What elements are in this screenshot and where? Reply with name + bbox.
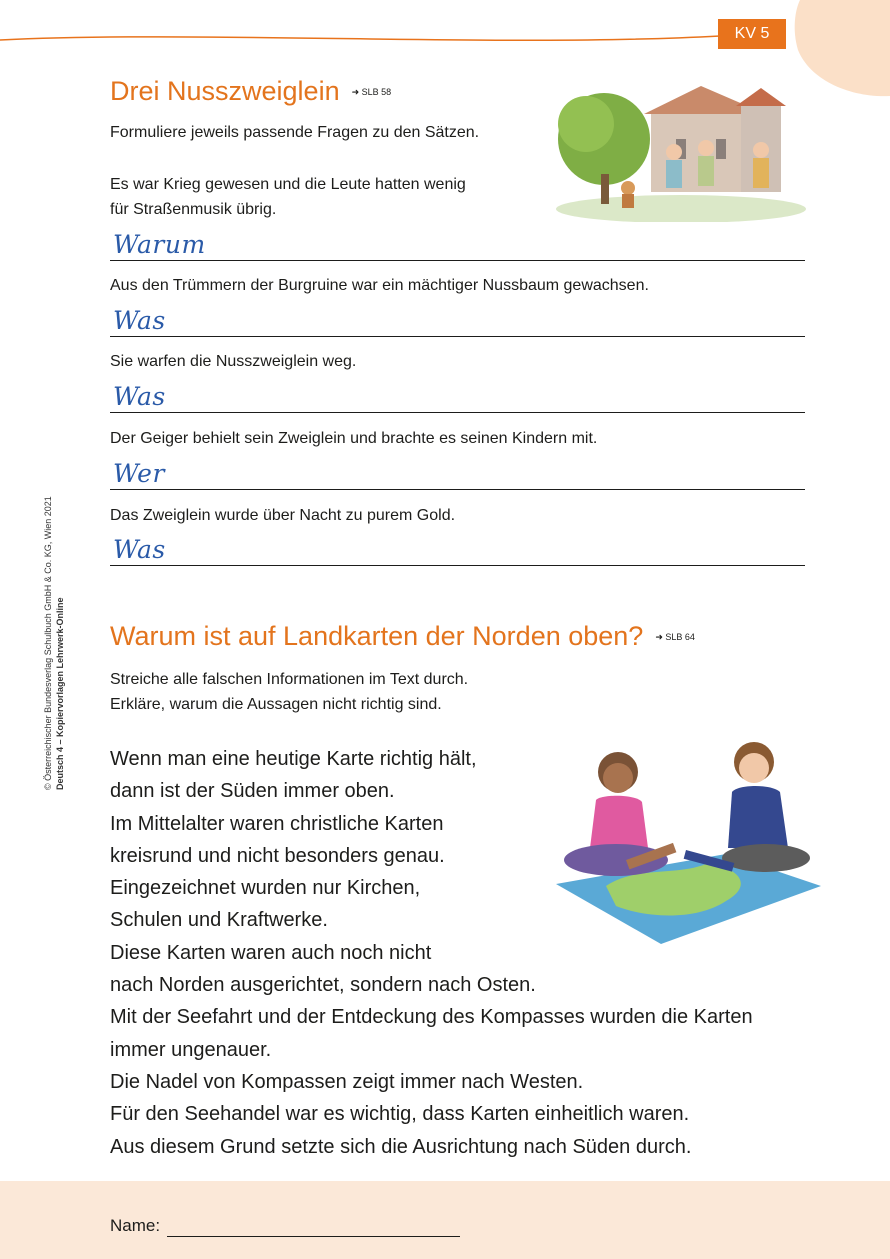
section2-instruction-2: Erkläre, warum die Aussagen nicht richtig sind. [110,696,442,713]
answer-3: Was [113,382,166,411]
section1-title-text: Drei Nusszweiglein [110,76,340,106]
story-line: Mit der Seefahrt und der Entdeckung des Kompasses wurden die Karten [110,1006,753,1029]
section2-ref: ➜ SLB 64 [655,632,695,643]
section2-title [110,621,695,652]
product-text: Deutsch 4 – Kopiervorlagen Lehrwerk-Online [55,597,65,790]
sentence-3: Sie warfen die Nusszweiglein weg. [110,353,357,370]
story-line: Eingezeichnet wurden nur Kirchen, [110,877,421,900]
sentence-1-line-2: für Straßenmusik übrig. [110,201,277,218]
side-credits [42,496,66,790]
story-line: Die Nadel von Kompassen zeigt immer nach Westen. [110,1070,584,1093]
answer-4: Wer [113,459,165,488]
story-line: Wenn man eine heutige Karte richtig hält, [110,748,477,770]
name-label: Name: [110,1216,161,1235]
story-line: Aus diesem Grund setzte sich die Ausrichtung nach Süden durch. [110,1135,692,1158]
answer-2: Was [113,306,166,335]
answer-1: Warum [113,230,206,259]
story-line: Diese Karten waren auch noch nicht [110,941,432,964]
answer-5: Was [113,535,166,564]
section2-title-text: Warum ist auf Landkarten der Norden oben? [110,621,644,651]
answer-line-2[interactable] [110,336,805,337]
worksheet-badge: KV 5 [718,19,786,49]
story-line: Für den Seehandel war es wichtig, dass Karten einheitlich waren. [110,1103,690,1126]
section2-instruction-1: Streiche alle falschen Informationen im Text durch. [110,671,469,688]
story-line: kreisrund und nicht besonders genau. [110,844,445,867]
answer-line-1[interactable] [110,260,805,261]
story-line: nach Norden ausgerichtet, sondern nach Osten. [110,974,536,997]
answer-line-5[interactable] [110,565,805,566]
sentence-1-line-1: Es war Krieg gewesen und die Leute hatten wenig [110,176,466,193]
answer-line-3[interactable] [110,412,805,413]
sentence-5: Das Zweiglein wurde über Nacht zu purem Gold. [110,507,456,524]
name-input-line[interactable] [167,1236,460,1237]
answer-line-4[interactable] [110,489,805,490]
section1-title [110,76,391,107]
sentence-4: Der Geiger behielt sein Zweiglein und brachte es seinen Kindern mit. [110,430,598,447]
musicians-illustration [556,84,806,222]
story-text [110,743,753,1163]
section1-ref: ➜ SLB 58 [351,87,392,98]
section1-instruction: Formuliere jeweils passende Fragen zu den Sätzen. [110,124,480,141]
story-line: Im Mittelalter waren christliche Karten [110,812,444,835]
sentence-2: Aus den Trümmern der Burgruine war ein mächtiger Nussbaum gewachsen. [110,277,649,294]
story-line: Schulen und Kraftwerke. [110,909,328,932]
story-line: immer ungenauer. [110,1038,272,1061]
copyright-text: © Österreichischer Bundesverlag Schulbuch GmbH & Co. KG, Wien 2021 [43,496,53,790]
story-line: dann ist der Süden immer oben. [110,780,395,803]
